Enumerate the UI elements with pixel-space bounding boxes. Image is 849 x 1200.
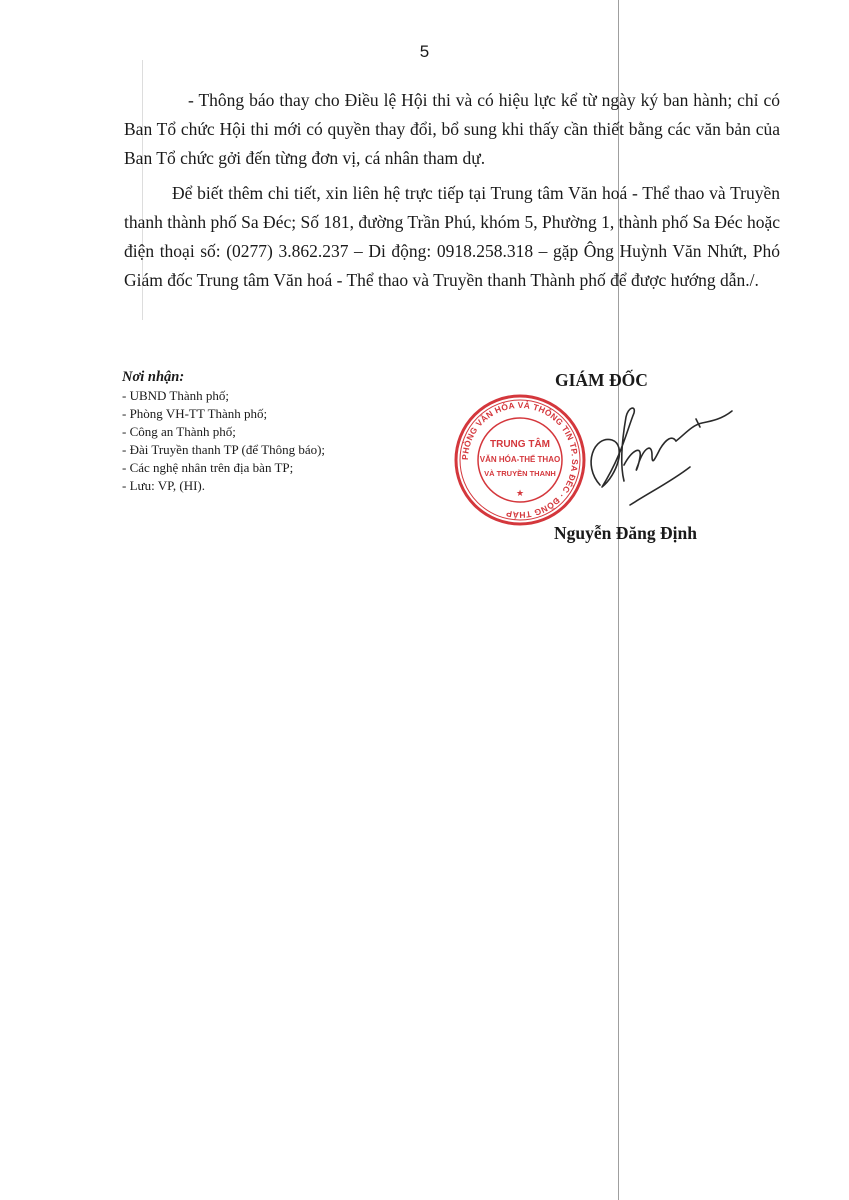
recipient-item: - Lưu: VP, (HI).: [122, 478, 205, 493]
handwritten-signature: [572, 395, 742, 515]
signer-name: Nguyễn Đăng Định: [554, 523, 697, 543]
recipient-item: - Công an Thành phố;: [122, 424, 236, 439]
body-paragraph-1: - Thông báo thay cho Điều lệ Hội thi và có hiệu lực kể từ ngày ký ban hành; chỉ có Ban Tổ chức Hội thi mới có quyền thay đổi, bổ sung khi thấy cần thiết bằng các văn bản của Ban Tổ chức gởi đến từng đơn vị, cá nhân tham dự.: [124, 90, 780, 168]
recipients-list: [122, 387, 325, 495]
signer-title: GIÁM ĐỐC: [555, 370, 648, 390]
recipient-item: - Đài Truyền thanh TP (để Thông báo);: [122, 442, 326, 457]
body-paragraph-2: Để biết thêm chi tiết, xin liên hệ trực tiếp tại Trung tâm Văn hoá - Thể thao và Truyền thanh thành phố Sa Đéc; Số 181, đường Trần Phú, khóm 5, Phường 1, thành phố Sa Đéc hoặc điện thoại số: (0277) 3.862.237 – Di động: 0918.258.318 – gặp Ông Huỳnh Văn Nhứt, Phó Giám đốc Trung tâm Văn hoá - Thể thao và Truyền thanh Thành phố để được hướng dẫn./.: [124, 183, 780, 290]
recipient-item: - Phòng VH-TT Thành phố;: [122, 406, 268, 421]
star-icon: ★: [515, 488, 525, 498]
stamp-outer-text: PHÒNG VĂN HÓA VÀ THÔNG TIN TP. SA ĐÉC · ĐỒNG THÁP: [459, 399, 581, 521]
recipient-item: - Các nghệ nhân trên địa bàn TP;: [122, 460, 294, 475]
official-stamp: [452, 392, 588, 528]
recipients-title: Nơi nhận:: [122, 369, 185, 385]
stamp-line-3: VÀ TRUYỀN THANH: [484, 469, 556, 478]
stamp-line-2: VĂN HÓA-THỂ THAO: [479, 455, 561, 464]
stamp-line-1: TRUNG TÂM: [490, 439, 550, 450]
recipient-item: - UBND Thành phố;: [122, 388, 230, 403]
page-number: 5: [419, 42, 430, 61]
recipients-block: [122, 368, 325, 495]
